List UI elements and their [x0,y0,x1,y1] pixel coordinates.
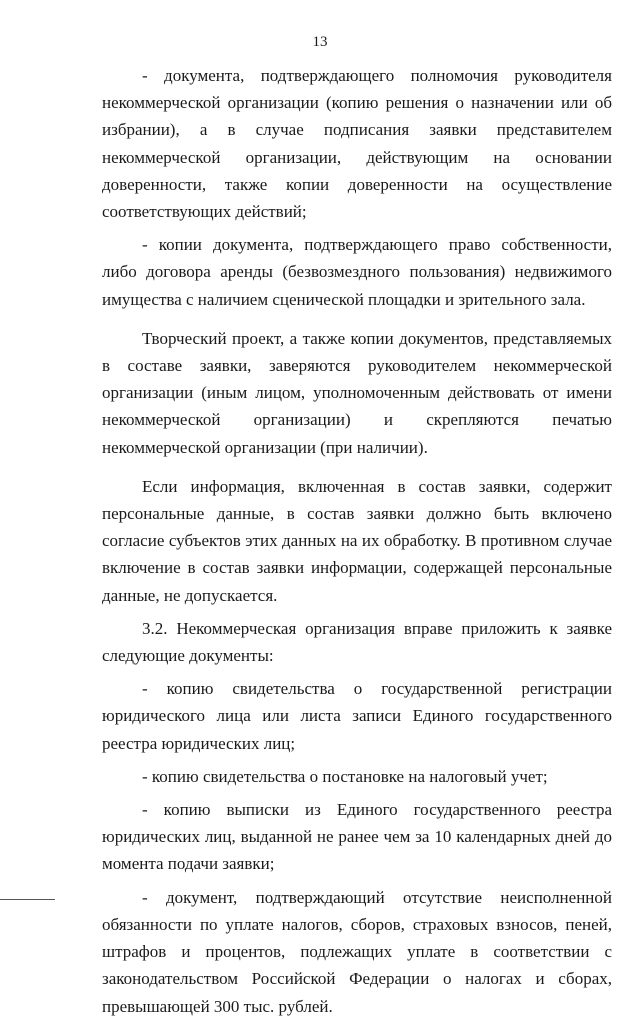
footer-rule [0,899,55,900]
paragraph-section-3-2: 3.2. Некоммерческая организация вправе приложить к заявке следующие документы: [102,618,612,666]
paragraph-creative-project: Творческий проект, а также копии документов, представляемых в составе заявки, заверяются руководителем некоммерческой организации (иным лицом, уполномоченным действовать от имени некоммерческой организации) и скрепляются печатью некоммерческой организации (при наличии). [102,328,612,457]
paragraph-personal-data: Если информация, включенная в состав заявки, содержит персональные данные, в состав заявки должно быть включено согласие субъектов этих данных на их обработку. В противном случае включение в состав заявки информации, содержащей персональные данные, не допускается. [102,476,612,605]
paragraph-property-document: - копии документа, подтверждающего право собственности, либо договора аренды (безвозмездного пользования) недвижимого имущества с наличием сценической площадки и зрительного зала. [102,235,612,309]
paragraph-authority-document: - документа, подтверждающего полномочия руководителя некоммерческой организации (копию решения о назначении или об избрании), а в случае подписания заявки представителем некоммерческой организации, действующим на основании доверенности, также копии доверенности на осуществление соответствующих действий; [102,66,612,222]
page-number: 13 [312,34,328,50]
paragraph-registry-extract: - копию выписки из Единого государственного реестра юридических лиц, выданной не ранее чем за 10 календарных дней до момента подачи заявки; [102,800,612,874]
paragraph-tax-certificate: - копию свидетельства о постановке на налоговый учет; [142,766,548,786]
paragraph-registration-certificate: - копию свидетельства о государственной регистрации юридического лица или листа записи Единого государственного реестра юридических лиц; [102,679,612,753]
paragraph-no-tax-debt: - документ, подтверждающий отсутствие неисполненной обязанности по уплате налогов, сборов, страховых взносов, пеней, штрафов и процентов, подлежащих уплате в соответствии с законодательством Российской Федерации о налогах и сборах, превышающей 300 тыс. рублей. [102,887,612,1016]
document-body [102,62,612,1020]
